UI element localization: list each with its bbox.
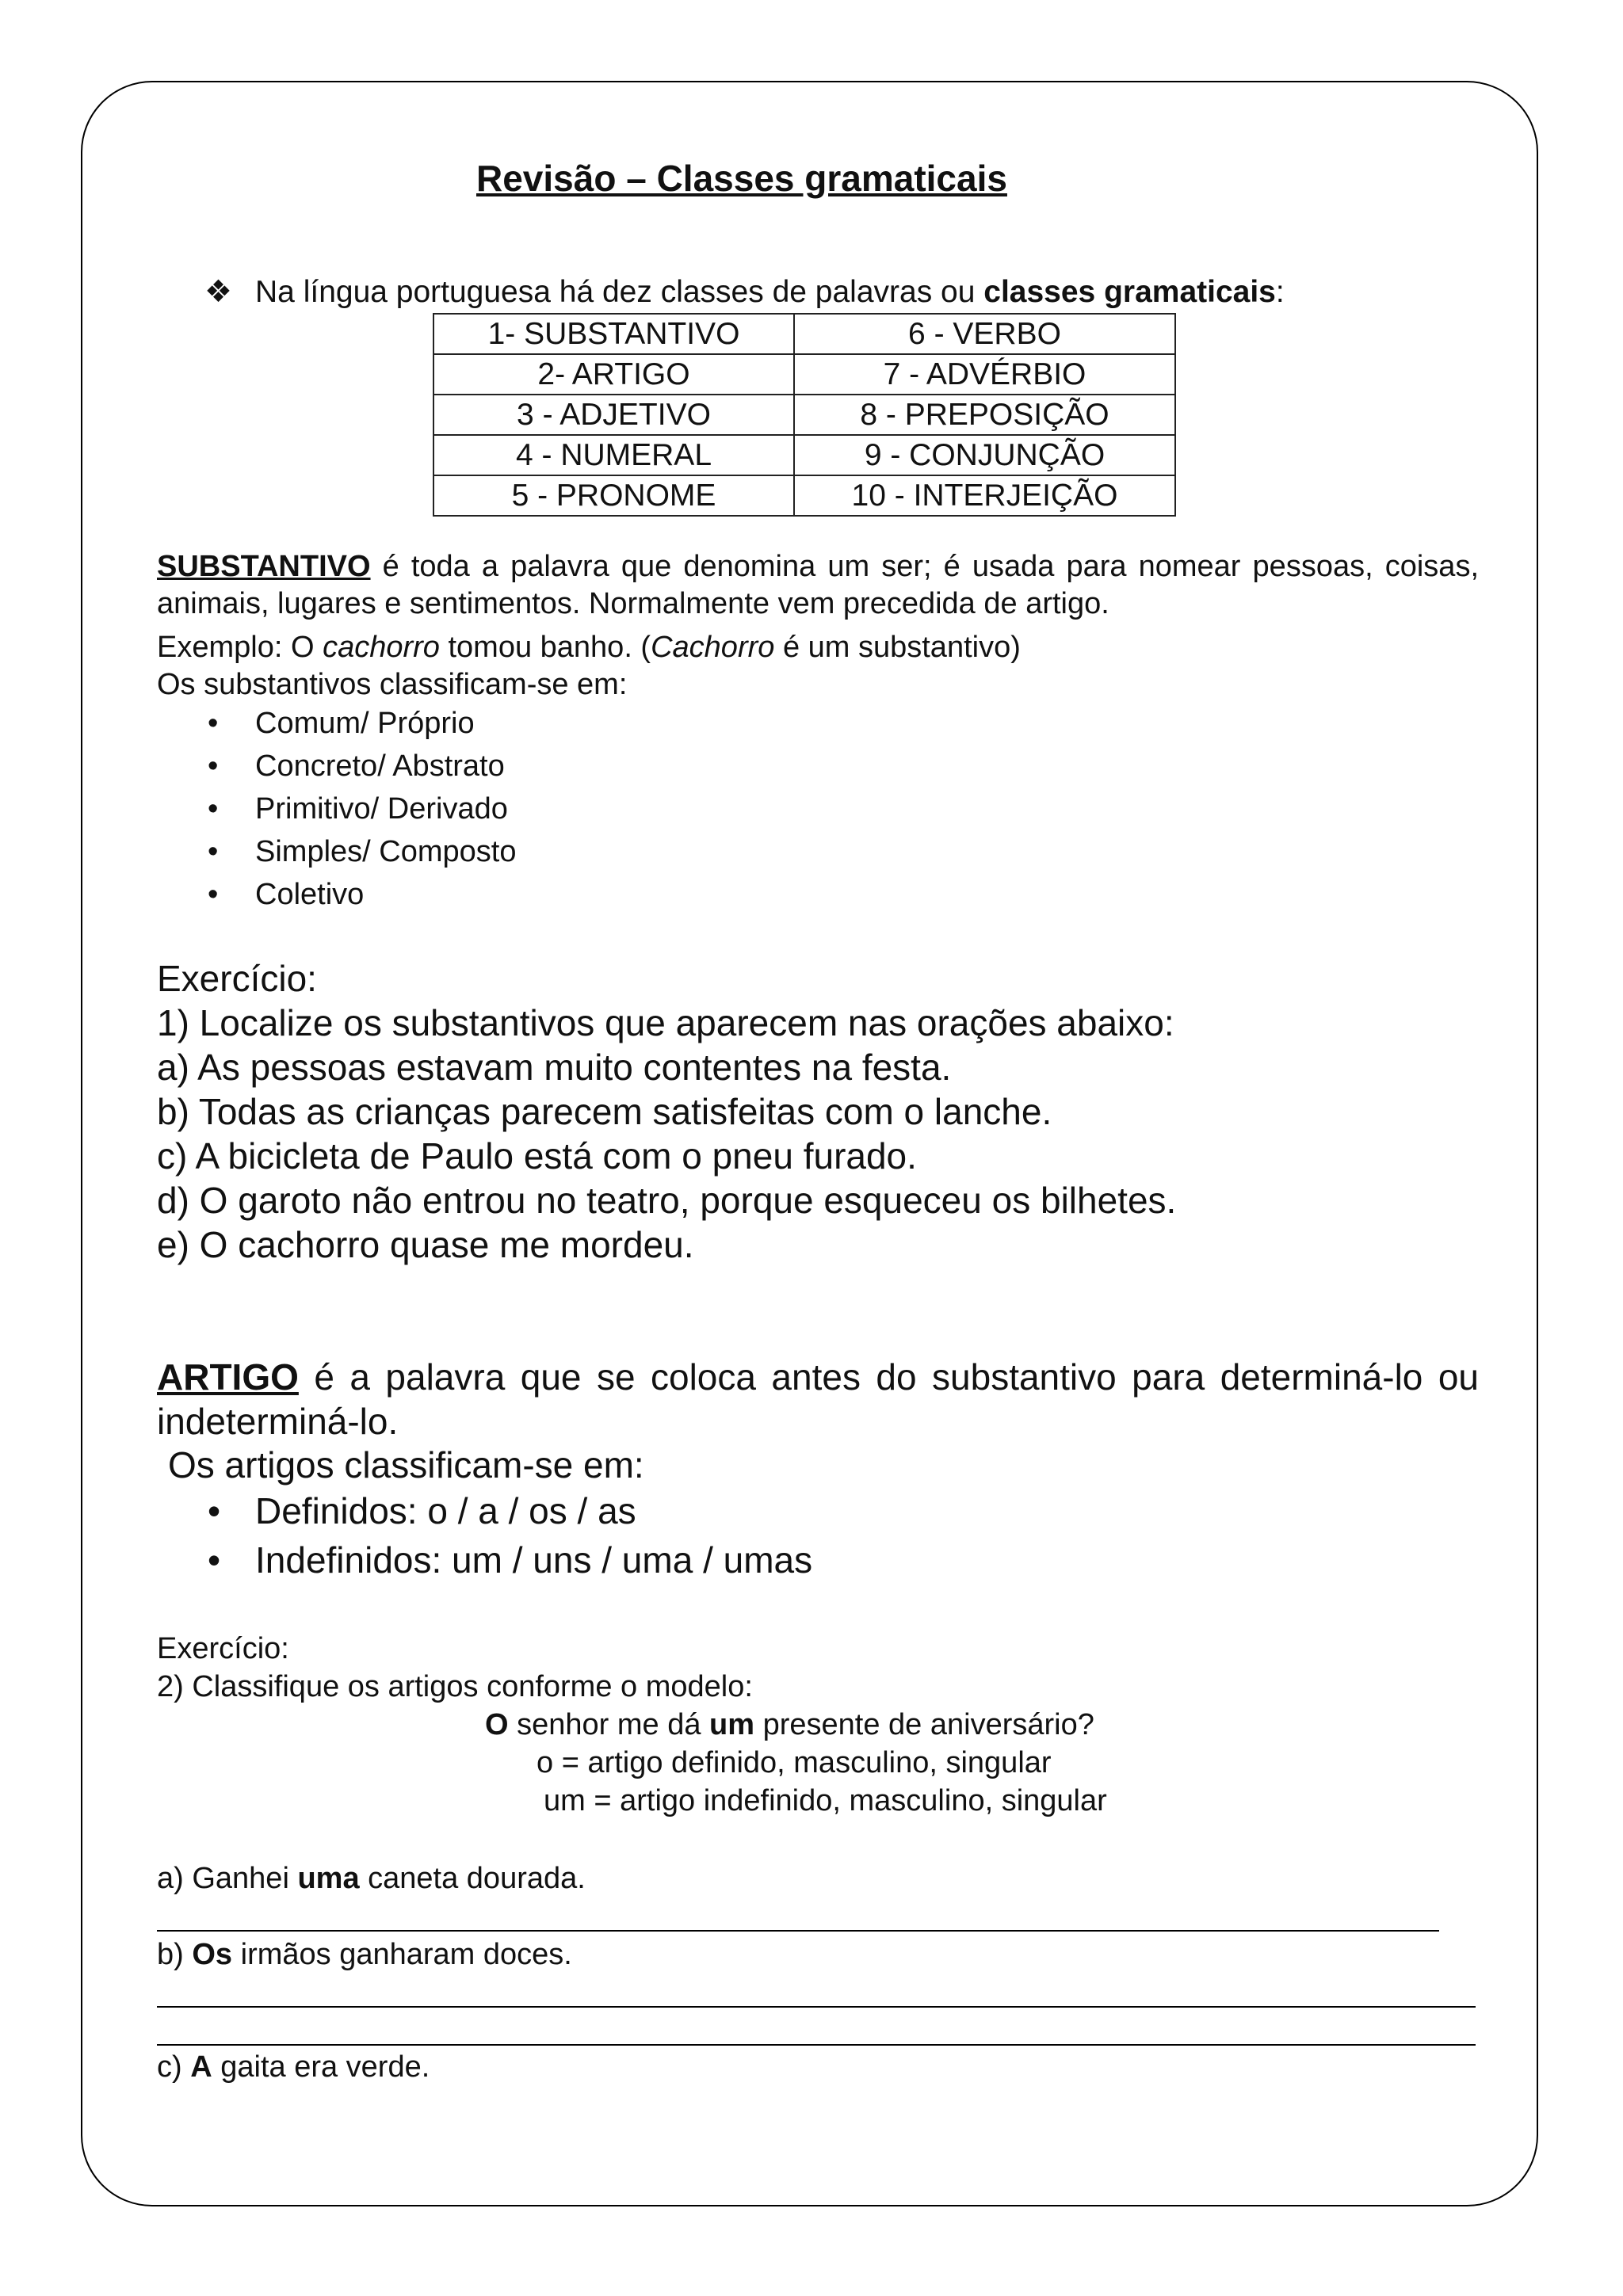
model-text: presente de aniversário? xyxy=(754,1708,1094,1741)
page-title: Revisão – Classes gramaticais xyxy=(476,158,1007,199)
artigo-term: ARTIGO xyxy=(157,1356,299,1398)
table-cell: 7 - ADVÉRBIO xyxy=(794,354,1175,395)
list-item-text: Primitivo/ Derivado xyxy=(255,792,508,826)
model-bold-word: um xyxy=(709,1708,755,1741)
exercise2-question: 2) Classifique os artigos conforme o modelo: xyxy=(157,1670,753,1703)
bullet-icon: • xyxy=(208,1539,221,1581)
model-line: o = artigo definido, masculino, singular xyxy=(537,1746,1052,1779)
table-cell: 2- ARTIGO xyxy=(433,354,794,395)
intro-text: Na língua portuguesa há dez classes de palavras ou xyxy=(255,275,984,309)
intro-bold: classes gramaticais xyxy=(983,275,1276,309)
list-item-text: Concreto/ Abstrato xyxy=(255,749,505,783)
list-item-text: Indefinidos: um / uns / uma / umas xyxy=(255,1539,813,1581)
item-bold-word: uma xyxy=(297,1862,360,1895)
bullet-icon: • xyxy=(208,707,219,740)
item-text: c) xyxy=(157,2050,191,2084)
exercise1-item: a) As pessoas estavam muito contentes na festa. xyxy=(157,1047,952,1088)
list-item-text: Definidos: o / a / os / as xyxy=(255,1490,636,1531)
example-word: cachorro xyxy=(323,631,440,664)
model-bold-word: O xyxy=(485,1708,509,1741)
substantivo-definition xyxy=(157,548,1479,623)
exercise2-item xyxy=(157,2050,430,2084)
exercise1-item: d) O garoto não entrou no teatro, porque esqueceu os bilhetes. xyxy=(157,1180,1177,1221)
diamond-bullet-icon: ❖ xyxy=(204,275,232,309)
example-text: é um substantivo) xyxy=(774,631,1021,664)
exercise1-item: b) Todas as crianças parecem satisfeitas com o lanche. xyxy=(157,1091,1052,1132)
item-bold-word: Os xyxy=(192,1938,233,1971)
substantivo-classify-intro: Os substantivos classificam-se em: xyxy=(157,668,628,701)
exercise1-item: c) A bicicleta de Paulo está com o pneu furado. xyxy=(157,1135,917,1177)
substantivo-example xyxy=(157,629,1479,666)
table-cell: 10 - INTERJEIÇÃO xyxy=(794,475,1175,516)
exercise2-item xyxy=(157,1938,572,1972)
table-row xyxy=(433,475,1175,516)
substantivo-definition-text: é toda a palavra que denomina um ser; é usada para nomear pessoas, coisas, animais, lugares e sentimentos. Normalmente vem precedida de artigo. xyxy=(157,550,1479,620)
exercise1-heading: Exercício: xyxy=(157,958,317,999)
item-text: gaita era verde. xyxy=(212,2050,430,2084)
table-cell: 6 - VERBO xyxy=(794,314,1175,354)
table-row xyxy=(433,435,1175,475)
table-cell: 9 - CONJUNÇÃO xyxy=(794,435,1175,475)
answer-line[interactable] xyxy=(157,2044,1476,2046)
word-classes-table xyxy=(433,313,1176,517)
intro-line xyxy=(204,274,1285,310)
answer-line[interactable] xyxy=(157,2006,1476,2008)
artigo-definition-text: é a palavra que se coloca antes do substantivo para determiná-lo ou indeterminá-lo. xyxy=(157,1356,1479,1442)
table-cell: 8 - PREPOSIÇÃO xyxy=(794,395,1175,435)
intro-colon: : xyxy=(1275,275,1285,309)
bullet-icon: • xyxy=(208,749,219,783)
answer-line[interactable] xyxy=(157,1930,1439,1932)
exercise1-question: 1) Localize os substantivos que aparecem nas orações abaixo: xyxy=(157,1002,1174,1043)
table-row xyxy=(433,314,1175,354)
item-text: a) Ganhei xyxy=(157,1862,298,1895)
list-item-text: Simples/ Composto xyxy=(255,835,517,868)
exercise2-item xyxy=(157,1862,586,1896)
example-text: Exemplo: O xyxy=(157,631,323,664)
substantivo-term: SUBSTANTIVO xyxy=(157,550,371,583)
artigo-classify-intro: Os artigos classificam-se em: xyxy=(168,1444,644,1486)
bullet-icon: • xyxy=(208,878,219,911)
item-text: caneta dourada. xyxy=(359,1862,586,1895)
example-text: tomou banho. ( xyxy=(439,631,651,664)
model-text: senhor me dá xyxy=(508,1708,710,1741)
exercise1-item: e) O cachorro quase me mordeu. xyxy=(157,1224,694,1265)
example-word: Cachorro xyxy=(651,631,775,664)
table-cell: 1- SUBSTANTIVO xyxy=(433,314,794,354)
bullet-icon: • xyxy=(208,1490,221,1531)
list-item-text: Coletivo xyxy=(255,878,365,911)
table-cell: 5 - PRONOME xyxy=(433,475,794,516)
exercise2-heading: Exercício: xyxy=(157,1632,289,1665)
item-text: irmãos ganharam doces. xyxy=(232,1938,572,1971)
table-cell: 3 - ADJETIVO xyxy=(433,395,794,435)
model-line: um = artigo indefinido, masculino, singular xyxy=(544,1784,1107,1817)
item-bold-word: A xyxy=(190,2050,212,2084)
list-item-text: Comum/ Próprio xyxy=(255,707,475,740)
table-cell: 4 - NUMERAL xyxy=(433,435,794,475)
table-row xyxy=(433,354,1175,395)
item-text: b) xyxy=(157,1938,193,1971)
bullet-icon: • xyxy=(208,792,219,826)
bullet-icon: • xyxy=(208,835,219,868)
artigo-definition xyxy=(157,1355,1479,1444)
table-row xyxy=(433,395,1175,435)
model-sentence xyxy=(485,1708,1094,1742)
